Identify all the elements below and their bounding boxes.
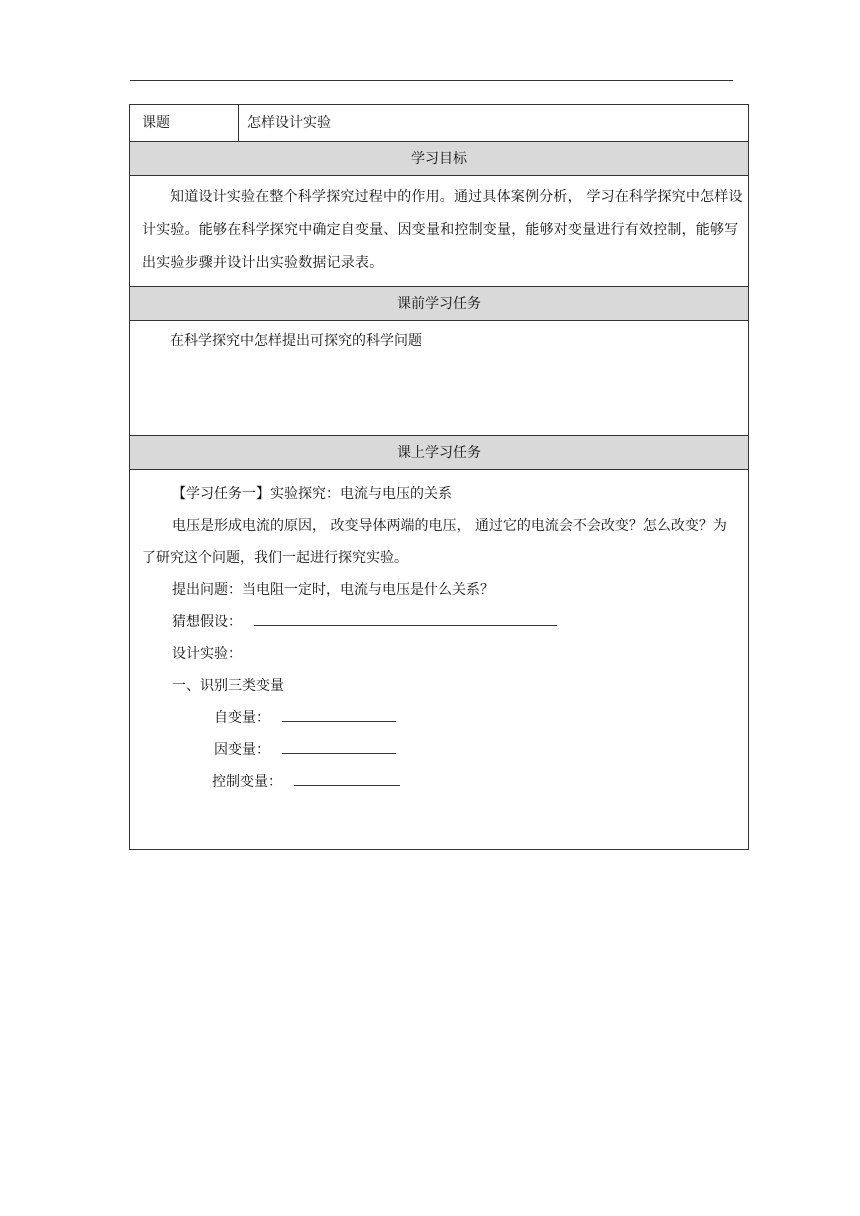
pre-class-heading-row [130, 287, 749, 321]
objectives-row [130, 176, 749, 287]
header-rule [130, 80, 733, 81]
pre-class-text: 在科学探究中怎样提出可探究的科学问题 [170, 333, 422, 349]
in-class-cell [130, 470, 749, 850]
objectives-cell [130, 176, 749, 287]
objectives-text: 知道设计实验在整个科学探究过程中的作用。通过具体案例分析， 学习在科学探究中怎样设计实验。能够在科学探究中确定自变量、因变量和控制变量，能够对变量进行有效控制，能够写出实验步骤并设计出实验数据记录表。 [142, 189, 743, 271]
pre-class-heading: 课前学习任务 [130, 287, 749, 321]
in-class-heading: 课上学习任务 [130, 436, 749, 470]
pre-class-cell [130, 321, 749, 436]
hypothesis-line [142, 606, 738, 638]
independent-line [142, 702, 738, 734]
objectives-heading: 学习目标 [130, 142, 749, 176]
hypothesis-blank[interactable] [254, 611, 557, 626]
in-class-heading-row [130, 436, 749, 470]
lesson-table [129, 104, 749, 850]
task-intro: 电压是形成电流的原因， 改变导体两端的电压， 通过它的电流会不会改变？怎么改变？为了研究这个问题，我们一起进行探究实验。 [142, 518, 727, 566]
topic-row [130, 105, 749, 142]
topic-title: 怎样设计实验 [239, 105, 749, 142]
dependent-label: 因变量： [214, 742, 270, 758]
topic-label: 课题 [130, 105, 239, 142]
design-label: 设计实验： [172, 646, 242, 662]
task-title: 【学习任务一】实验探究：电流与电压的关系 [172, 486, 452, 502]
in-class-row [130, 470, 749, 850]
dependent-line [142, 734, 738, 766]
independent-label: 自变量： [214, 710, 270, 726]
step-one-label: 一、识别三类变量 [172, 678, 284, 694]
independent-blank[interactable] [282, 707, 396, 722]
dependent-blank[interactable] [282, 739, 396, 754]
pre-class-row [130, 321, 749, 436]
hypothesis-label: 猜想假设： [172, 614, 242, 630]
objectives-heading-row [130, 142, 749, 176]
controlled-label: 控制变量： [212, 774, 282, 790]
controlled-blank[interactable] [294, 771, 400, 786]
controlled-line [142, 766, 738, 798]
task-question: 提出问题：当电阻一定时，电流与电压是什么关系？ [172, 582, 494, 598]
